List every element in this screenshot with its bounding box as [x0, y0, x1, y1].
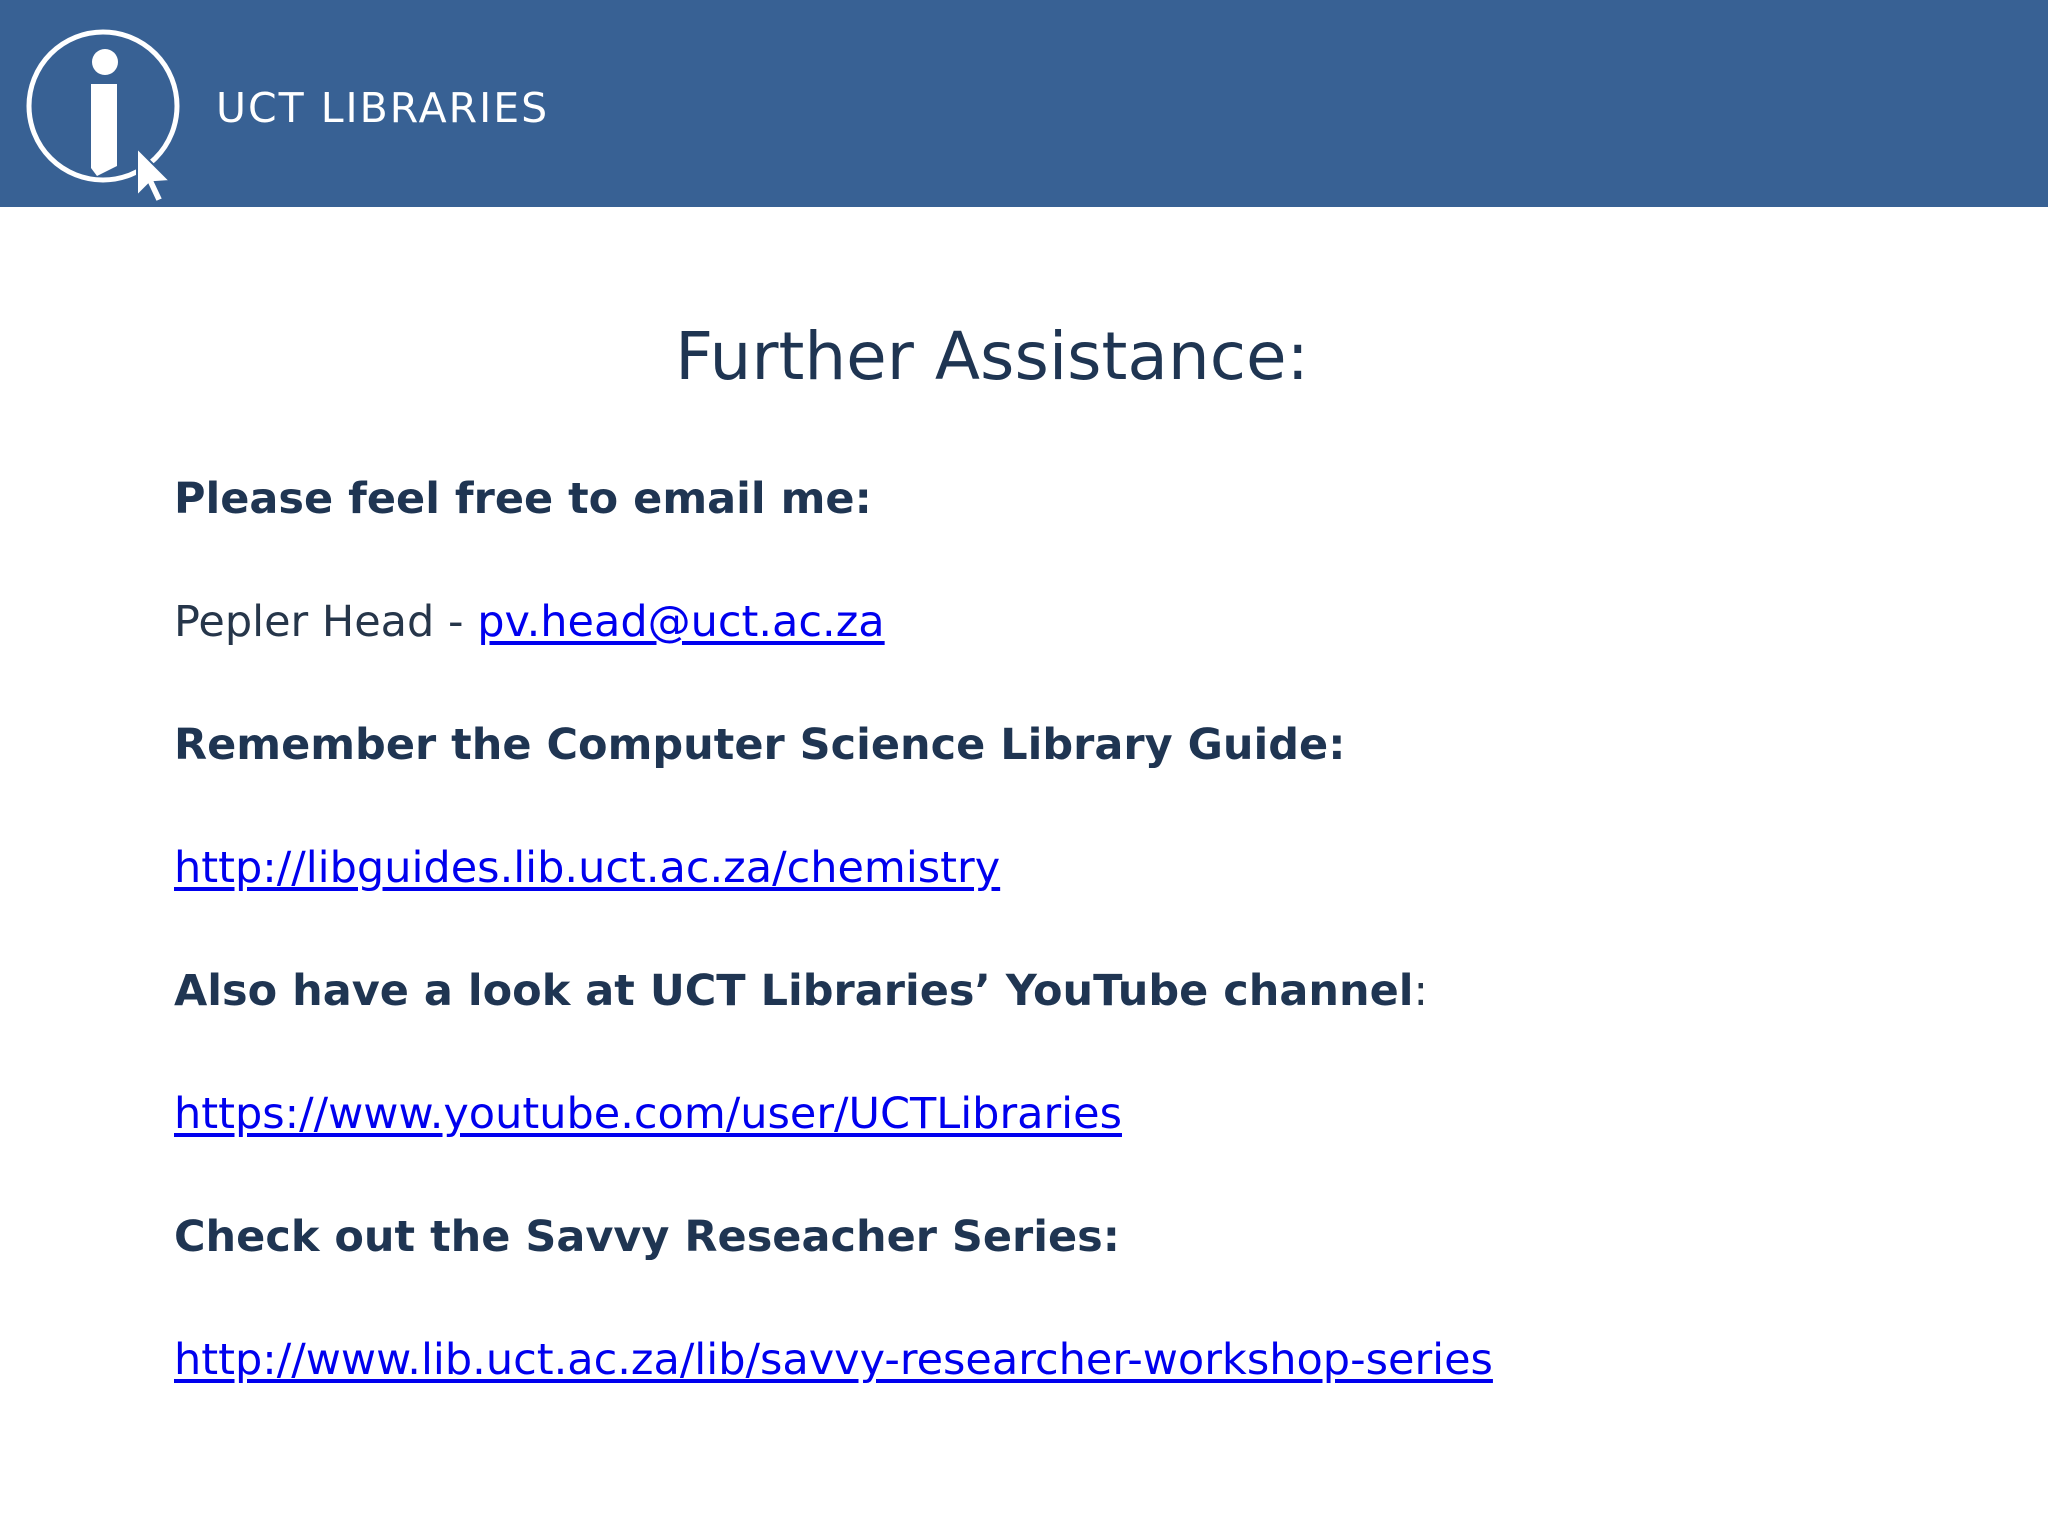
savvy-heading: Check out the Savvy Reseacher Series:: [174, 1212, 1120, 1262]
contact-line: [174, 596, 885, 648]
email-link[interactable]: pv.head@uct.ac.za: [477, 597, 885, 647]
email-heading: Please feel free to email me:: [174, 474, 872, 524]
info-i-cursor-icon: [25, 28, 185, 204]
youtube-line: [174, 1088, 1122, 1140]
youtube-heading: Also have a look at UCT Libraries’ YouTube channel: [174, 966, 1414, 1016]
guide-heading: Remember the Computer Science Library Guide:: [174, 720, 1346, 770]
guide-line: [174, 842, 1000, 894]
contact-separator: -: [434, 597, 478, 647]
page-title: Further Assistance:: [675, 318, 1309, 395]
brand-name: UCT LIBRARIES: [216, 84, 550, 132]
youtube-heading-line: [174, 965, 1428, 1017]
library-guide-link[interactable]: http://libguides.lib.uct.ac.za/chemistry: [174, 843, 1001, 893]
youtube-channel-link[interactable]: https://www.youtube.com/user/UCTLibraries: [174, 1089, 1122, 1139]
youtube-heading-colon: :: [1413, 966, 1428, 1016]
contact-name: Pepler Head: [174, 597, 435, 647]
savvy-line: [174, 1334, 1493, 1386]
header-banner: [0, 0, 2048, 207]
savvy-series-link[interactable]: http://www.lib.uct.ac.za/lib/savvy-researcher-workshop-series: [174, 1335, 1493, 1385]
